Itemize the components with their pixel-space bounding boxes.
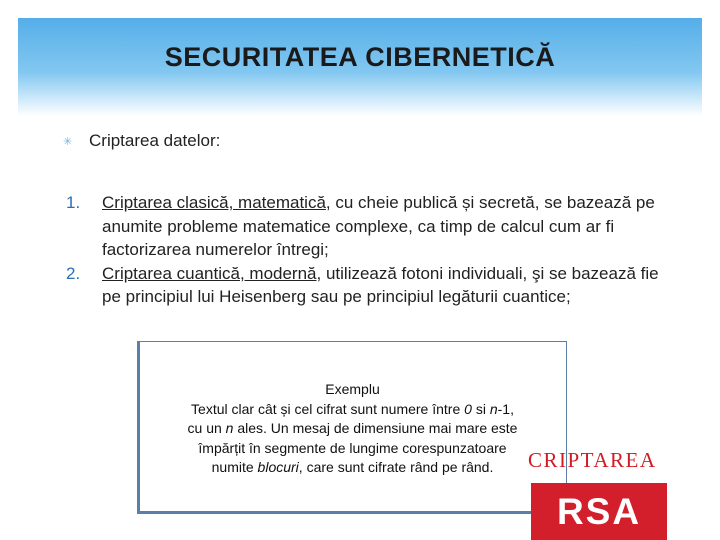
criptarea-logo-caption: CRIPTAREA [528, 448, 657, 472]
bullet-star-icon: ✳ [63, 135, 73, 148]
list-number: 1. [66, 193, 81, 212]
list-item-heading: Criptarea cuantică, modernă [102, 263, 317, 283]
list-item-text: , cu cheie publică și secretă, se bazează pe anumite probleme matematice complexe, ca timp de calcul cum ar fi factorizarea numerelor întregi; [102, 193, 655, 259]
example-heading: Exemplu [325, 381, 380, 397]
numbered-list [66, 191, 666, 309]
list-number: 2. [66, 263, 81, 283]
list-item-heading: Criptarea clasică, matematică [102, 193, 326, 212]
bullet-item [63, 131, 220, 151]
page-title: SECURITATEA CIBERNETICĂ [164, 42, 556, 72]
bullet-text: Criptarea datelor: [89, 131, 221, 150]
list-item [66, 191, 666, 262]
list-item-text: , utilizează fotoni individuali, şi se bazează fie pe principiul lui Heisenberg sau pe principiul legăturii cuantice; [102, 263, 659, 306]
example-text [140, 380, 565, 478]
rsa-logo: RSA [531, 483, 667, 540]
example-line: împărțit în segmente de lungime corespunzatoare [198, 439, 507, 456]
example-line: cu un n ales. Un mesaj de dimensiune mai mare este [187, 420, 518, 436]
example-line: numite blocuri, care sunt cifrate rând pe rând. [211, 459, 494, 475]
example-line: Textul clar cât și cel cifrat sunt numere între 0 si n-1, [191, 400, 514, 417]
list-item [66, 262, 666, 309]
